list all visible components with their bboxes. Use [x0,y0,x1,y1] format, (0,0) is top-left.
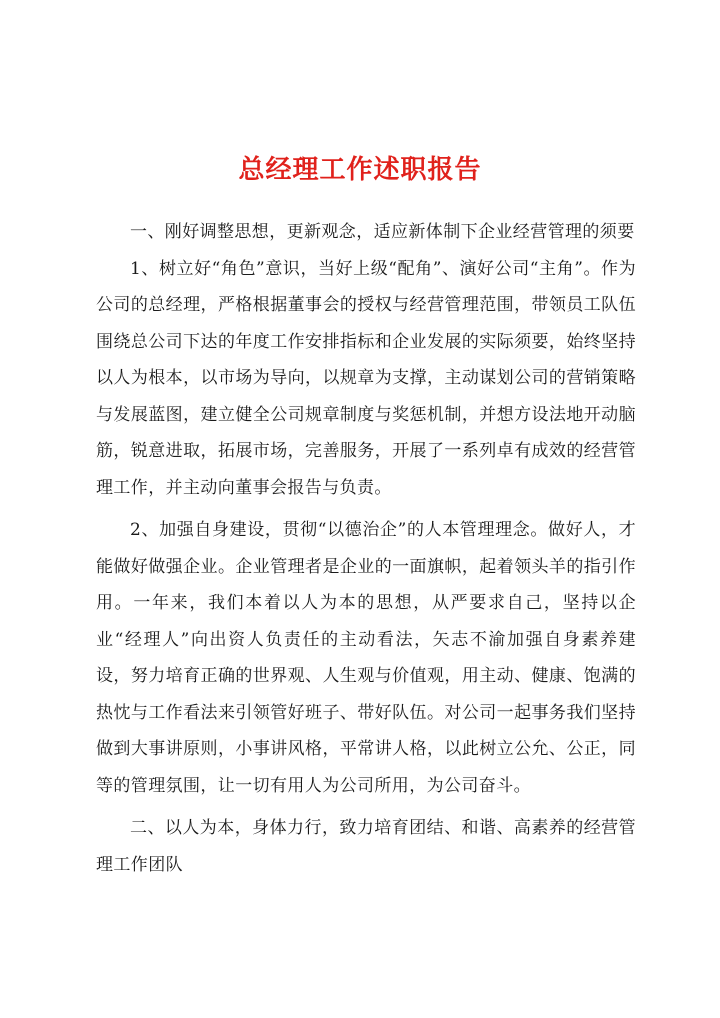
paragraph-1: 1、树立好“角色”意识，当好上级“配角”、演好公司“主角”。作为公司的总经理，严格根据董事会的授权与经营管理范围，带领员工队伍围绕总公司下达的年度工作安排指标和企业发展的实际须要，始终坚持以人为根本，以市场为导向，以规章为支撑，主动谋划公司的营销策略与发展蓝图，建立健全公司规章制度与奖惩机制，并想方设法地开动脑筋，锐意进取，拓展市场，完善服务，开展了一系列卓有成效的经营管理工作，并主动向董事会报告与负责。 [96,258,636,498]
document-body [96,214,636,883]
section-heading-1: 一、刚好调整思想，更新观念，适应新体制下企业经营管理的须要 [130,222,635,242]
document-title: 总经理工作述职报告 [238,155,482,185]
paragraph-2: 2、加强自身建设，贯彻“以德治企”的人本管理理念。做好人，才能做好做强企业。企业管理者是企业的一面旗帜，起着领头羊的指引作用。一年来，我们本着以人为本的思想，从严要求自己，坚持以企业“经理人”向出资人负责任的主动看法，矢志不渝加强自身素养建设，努力培育正确的世界观、人生观与价值观，用主动、健康、饱满的热忱与工作看法来引领管好班子、带好队伍。对公司一起事务我们坚持做到大事讲原则，小事讲风格，平常讲人格，以此树立公允、公正，同等的管理氛围，让一切有用人为公司所用，为公司奋斗。 [96,520,636,796]
section-heading-2: 二、以人为本，身体力行，致力培育团结、和谐、高素养的经营管理工作团队 [96,818,636,875]
